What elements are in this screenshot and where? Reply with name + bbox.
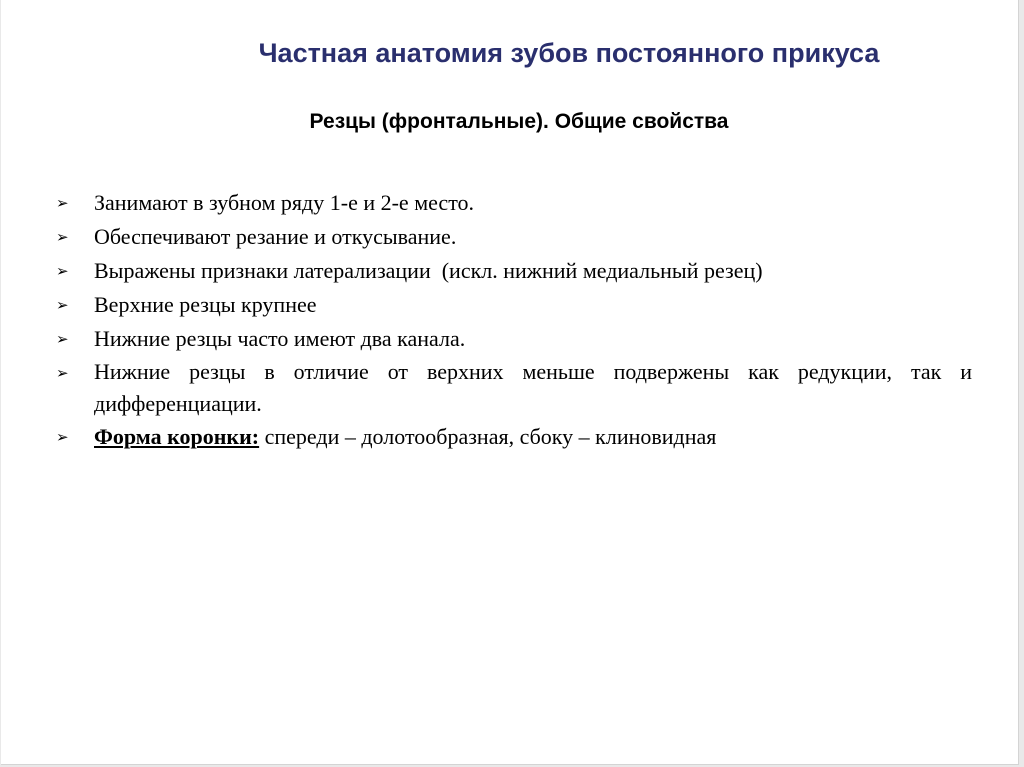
bullet-item	[56, 356, 972, 420]
bullet-text: Верхние резцы крупнее	[94, 292, 317, 317]
bullet-text: Нижние резцы в отличие от верхних меньше подвержены как редукции, так и дифференциации.	[94, 359, 972, 416]
slide-subtitle: Резцы (фронтальные). Общие свойства	[309, 110, 729, 133]
arrow-bullet-icon: ➢	[56, 428, 69, 446]
bullet-text: Обеспечивают резание и откусывание.	[94, 224, 457, 249]
bullet-item	[56, 288, 972, 322]
bullet-list	[56, 186, 972, 454]
arrow-bullet-icon: ➢	[56, 296, 69, 314]
slide-title: Частная анатомия зубов постоянного прикуса	[258, 38, 880, 68]
bullet-item	[56, 186, 972, 220]
slide	[1, 0, 1019, 765]
arrow-bullet-icon: ➢	[56, 262, 69, 280]
bullet-item	[56, 322, 972, 356]
bullet-text: Занимают в зубном ряду 1-е и 2-е место.	[94, 190, 475, 215]
bullet-text: Выражены признаки латерализации (искл. нижний медиальный резец)	[94, 258, 763, 283]
bullet-text: спереди – долотообразная, сбоку – клиновидная	[259, 424, 717, 449]
arrow-bullet-icon: ➢	[56, 330, 69, 348]
arrow-bullet-icon: ➢	[56, 194, 69, 212]
bullet-item	[56, 220, 972, 254]
crown-shape-label: Форма коронки:	[94, 424, 260, 449]
arrow-bullet-icon: ➢	[56, 228, 69, 246]
arrow-bullet-icon: ➢	[56, 364, 69, 382]
bullet-item	[56, 254, 972, 288]
bullet-item	[56, 420, 972, 454]
bullet-text: Нижние резцы часто имеют два канала.	[94, 326, 466, 351]
